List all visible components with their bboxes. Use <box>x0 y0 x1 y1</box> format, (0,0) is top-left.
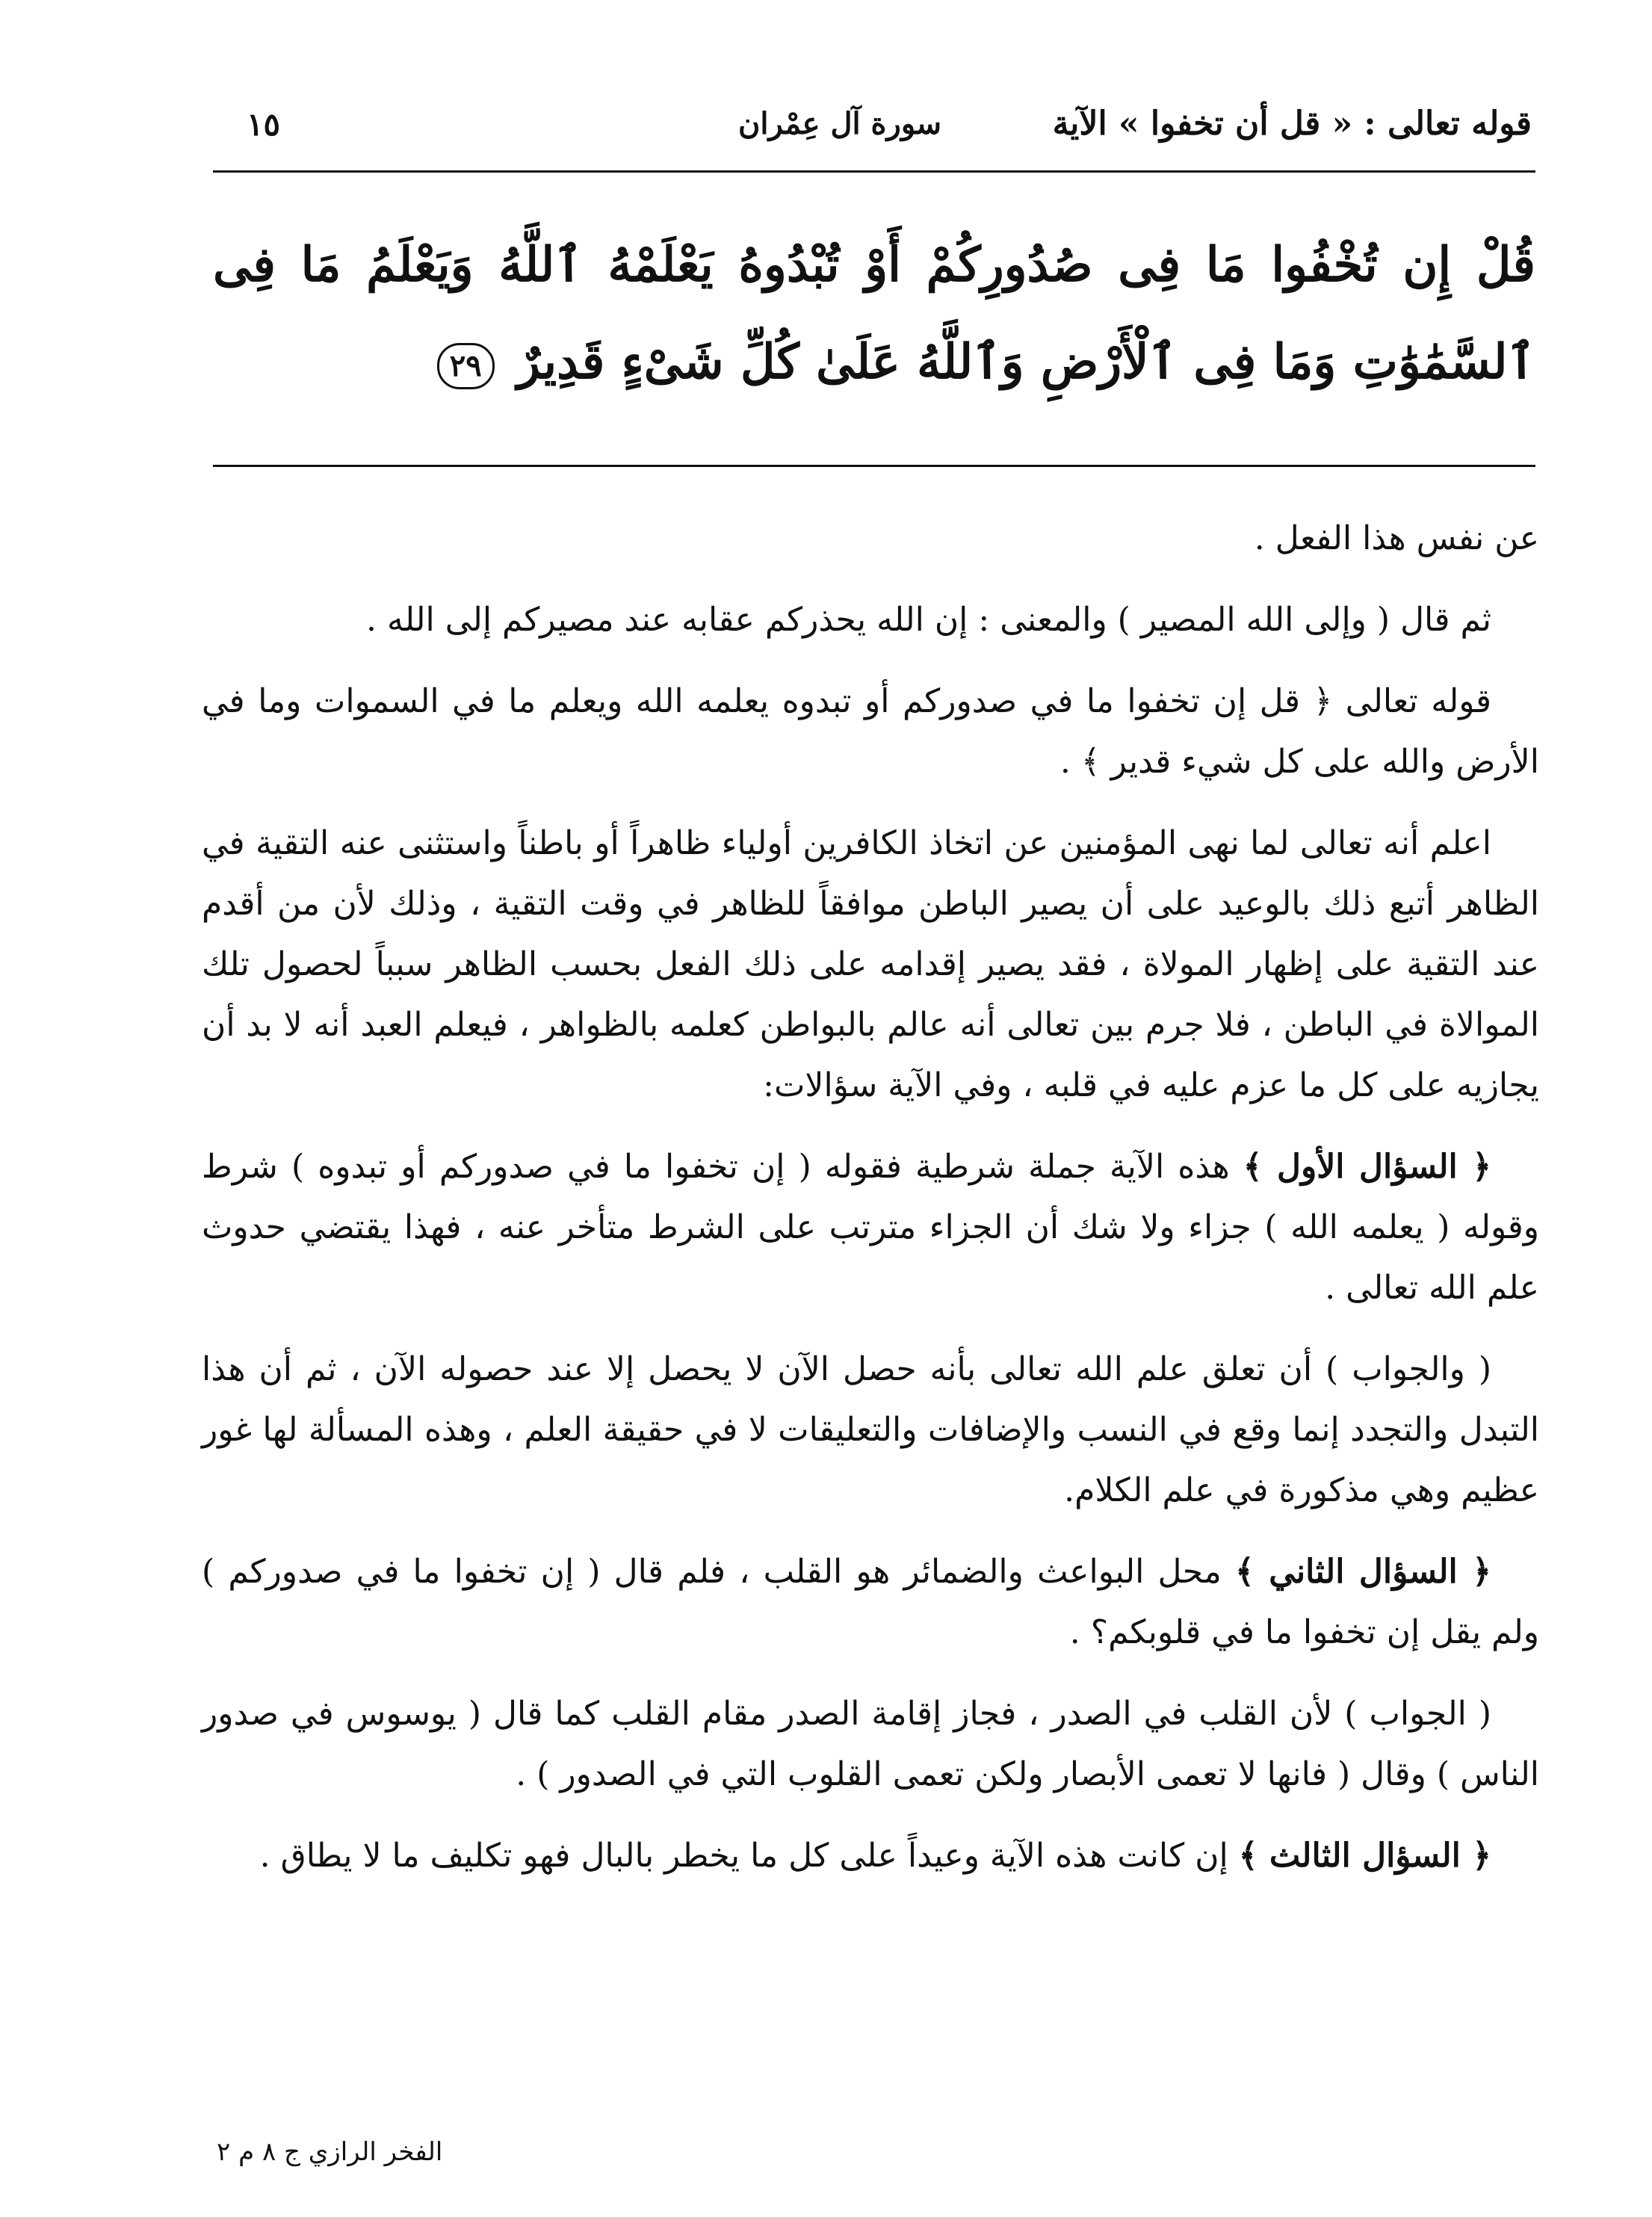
signature-line: الفخر الرازي ج ٨ م ٢ <box>217 2137 443 2167</box>
paragraph: اعلم أنه تعالى لما نهى المؤمنين عن اتخاذ الكافرين أولياء ظاهراً أو باطناً واستثنى عنه التقية في الظاهر أتبع ذلك بالوعيد على أن يصير الباطن موافقاً للظاهر في وقت التقية ، وذلك لأن من أقدم عند التقية على إظهار المولاة ، فقد يصير إقدامه على ذلك الفعل بحسب الظاهر سبباً لحصول تلك الموالاة في الباطن ، فلا جرم بين تعالى أنه عالم بالبواطن كعلمه بالظواهر ، فيعلم العبد أنه لا بد أن يجازيه على كل ما عزم عليه في قلبه ، وفي الآية سؤالات: <box>202 824 1539 1104</box>
answer-paragraph: ( والجواب ) أن تعلق علم الله تعالى بأنه حصل الآن لا يحصل إلا عند حصوله الآن ، ثم أن هذا التبدل والتجدد إنما وقع في النسب والإضافات والتعليقات لا في حقيقة العلم ، وهذه المسألة لها غور عظيم وهي مذكورة في علم الكلام. <box>202 1350 1539 1509</box>
header-surah-name: سورة آل عِمْران <box>737 106 941 141</box>
question-text: محل البواعث والضمائر هو القلب ، فلم قال ( إن تخفوا ما في صدوركم ) ولم يقل إن تخفوا ما في قلوبكم؟ . <box>202 1553 1539 1651</box>
page-number: ١٥ <box>247 106 281 143</box>
commentary-body <box>202 508 1539 1907</box>
header-title: قوله تعالى : « قل أن تخفوا » الآية <box>1052 105 1532 143</box>
verse-number-marker: ٢٩ <box>437 343 495 389</box>
header-divider <box>213 170 1535 173</box>
question-label: ﴿ السؤال الأول ﴾ <box>1243 1148 1491 1186</box>
verse-text: قُلْ إِن تُخْفُوا مَا فِى صُدُورِكُمْ أَوْ تُبْدُوهُ يَعْلَمْهُ ٱللَّهُ وَيَعْلَمُ مَا فِى ٱلسَّمَٰوَٰتِ وَمَا فِى ٱلْأَرْضِ وَٱللَّهُ عَلَىٰ كُلِّ شَىْءٍ قَدِيرٌ <box>213 237 1535 390</box>
answer-paragraph: ( الجواب ) لأن القلب في الصدر ، فجاز إقامة الصدر مقام القلب كما قال ( يوسوس في صدور الناس ) وقال ( فانها لا تعمى الأبصار ولكن تعمى القلوب التي في الصدور ) . <box>202 1695 1539 1793</box>
question-label: ﴿ السؤال الثاني ﴾ <box>1234 1553 1491 1591</box>
paragraph: عن نفس هذا الفعل . <box>1254 519 1539 557</box>
running-header <box>217 105 1532 164</box>
page-footer <box>194 2137 792 2182</box>
question-paragraph <box>202 1137 1539 1318</box>
verse-divider <box>213 465 1535 467</box>
quran-verse-block <box>213 217 1535 411</box>
paragraph: ثم قال ( وإلى الله المصير ) والمعنى : إن الله يحذركم عقابه عند مصيركم إلى الله . <box>366 601 1491 639</box>
question-paragraph <box>202 1825 1539 1886</box>
question-paragraph <box>202 1542 1539 1663</box>
question-text: إن كانت هذه الآية وعيداً على كل ما يخطر بالبال فهو تكليف ما لا يطاق . <box>259 1837 1228 1875</box>
question-label: ﴿ السؤال الثالث ﴾ <box>1238 1837 1491 1875</box>
paragraph: قوله تعالى ﴿ قل إن تخفوا ما في صدوركم أو تبدوه يعلمه الله ويعلم ما في السموات وما في الأرض والله على كل شيء قدير ﴾ . <box>202 682 1539 781</box>
question-text: هذه الآية جملة شرطية فقوله ( إن تخفوا ما في صدوركم أو تبدوه ) شرط وقوله ( يعلمه الله ) جزاء ولا شك أن الجزاء مترتب على الشرط متأخر عنه ، فهذا يقتضي حدوث علم الله تعالى . <box>202 1148 1539 1307</box>
